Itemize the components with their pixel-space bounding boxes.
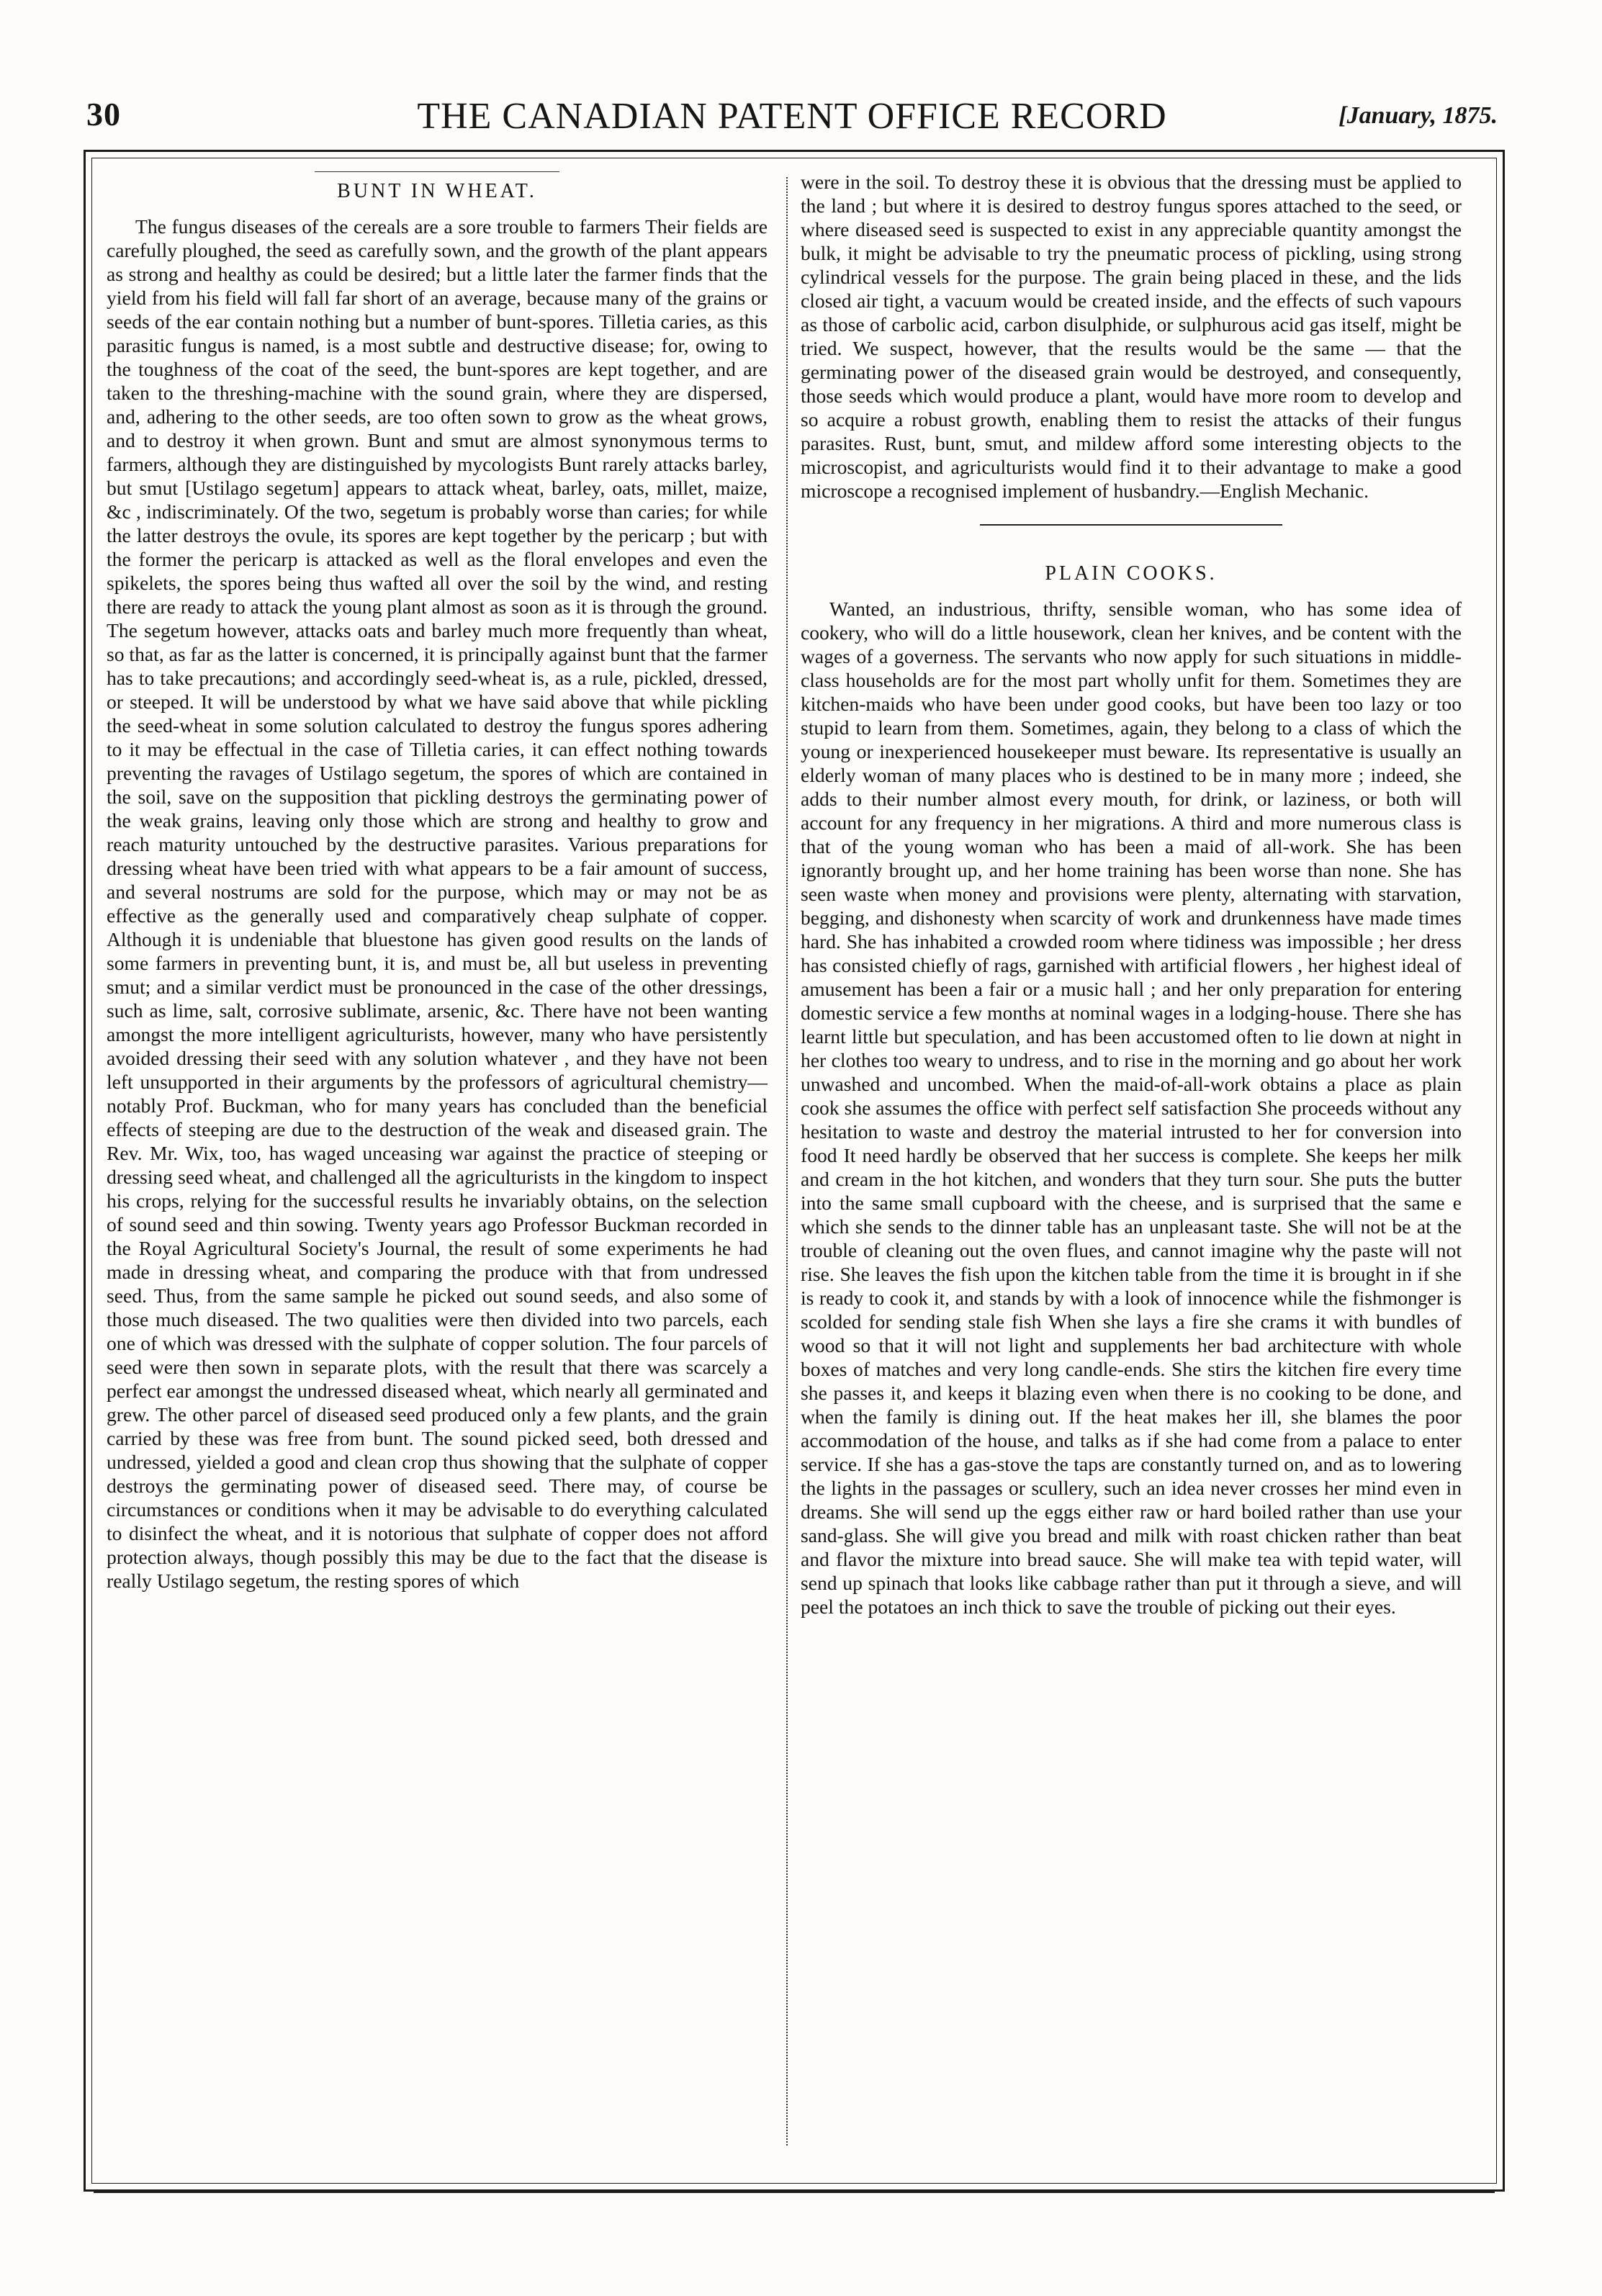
top-rule xyxy=(315,171,559,172)
left-column xyxy=(107,170,768,1593)
bottom-rule xyxy=(94,2192,1495,2193)
article-paragraph: The fungus diseases of the cereals are a sore trouble to farmers Their fields are carefully ploughed, the seed as carefully sown, and the growth of the plant appears as strong and healthy as could be desired; but a little later the farmer finds that the yield from his field will fall far short of an average, because many of the grains or seeds of the ear contain nothing but a number of bunt-spores. Tilletia caries, as this parasitic fungus is named, is a most subtle and destructive disease; for, owing to the toughness of the coat of the seed, the bunt-spores are kept together, and are taken to the threshing-machine with the sound grain, where they are dispersed, and, adhering to the other seeds, are too often sown to grow as the wheat grows, and to destroy it when grown. Bunt and smut are almost synonymous terms to farmers, although they are distinguished by mycologists Bunt rarely attacks barley, but smut [Ustilago segetum] appears to attack wheat, barley, oats, millet, maize, &c , indiscriminately. Of the two, segetum is probably worse than caries; for while the latter destroys the ovule, its spores are kept together by the pericarp ; but with the former the pericarp is attacked as well as the floral envelopes and even the spikelets, the spores being thus wafted all over the soil by the wind, and resting there are ready to attack the young plant almost as soon as it is through the ground. The segetum however, attacks oats and barley much more frequently than wheat, so that, as far as the latter is concerned, it is principally against bunt that the farmer has to take precautions; and accordingly seed-wheat is, as a rule, pickled, dressed, or steeped. It will be understood by what we have said above that while pickling the seed-wheat in some solution calculated to destroy the fungus spores adhering to it may be effectual in the case of Tilletia caries, it can effect nothing towards preventing the ravages of Ustilago segetum, the spores of which are contained in the soil, save on the supposition that pickling destroys the germinating power of the weak grains, leaving only those which are strong and healthy to grow and reach maturity untouched by the destructive parasites. Various preparations for dressing wheat have been tried with what appears to be a fair amount of success, and several nostrums are sold for the purpose, which may or may not be as effective as the generally used and comparatively cheap sulphate of copper. Although it is undeniable that bluestone has given good results on the lands of some farmers in preventing bunt, it is, and must be, all but useless in preventing smut; and a similar verdict must be pronounced in the case of the other dressings, such as lime, salt, corrosive sublimate, arsenic, &c. There have not been wanting amongst the more intelligent agriculturists, however, many who have persistently avoided dressing their seed with any solution whatever , and they have not been left unsupported in their arguments by the professors of agricultural chemistry—notably Prof. Buckman, who for many years has concluded than the beneficial effects of steeping are due to the destruction of the weak and diseased grain. The Rev. Mr. Wix, too, has waged unceasing war against the practice of steeping or dressing seed wheat, and challenged all the agriculturists in the kingdom to inspect his crops, relying for the successful results he invariably obtains, on the selection of sound seed and thin sowing. Twenty years ago Professor Buckman recorded in the Royal Agricultural Society's Journal, the result of some experiments he had made in dressing wheat, and comparing the produce with that from undressed seed. Thus, from the same sample he picked out sound seeds, and also some of those much diseased. The two qualities were then divided into two parcels, each one of which was dressed with the sulphate of copper solution. The four parcels of seed were then sown in separate plots, with the result that there was scarcely a perfect ear amongst the undressed diseased wheat, which nearly all germinated and grew. The other parcel of diseased seed produced only a few plants, and the grain carried by these was free from bunt. The sound picked seed, both dressed and undressed, yielded a good and clean crop thus showing that the sulphate of copper destroys the germinating power of diseased seed. There may, of course be circumstances or conditions when it may be advisable to do everything calculated to disinfect the wheat, and it is notorious that sulphate of copper does not afford protection always, though possibly this may be due to the fact that the disease is really Ustilago segetum, the resting spores of which xyxy=(107,215,768,1592)
page-header xyxy=(86,95,1498,138)
page-number: 30 xyxy=(86,96,121,132)
section-divider xyxy=(980,524,1282,526)
article-continuation: were in the soil. To destroy these it is obvious that the dressing must be applied to the land ; but where it is desired to destroy fungus spores attached to the seed, or where diseased seed is suspected to exist in any appreciable quantity amongst the bulk, it might be advisable to try the pneumatic process of pickling, using strong cylindrical vessels for the purpose. The grain being placed in these, and the lids closed air tight, a vacuum would be created inside, and the effects of such vapours as those of carbolic acid, carbon disulphide, or sulphurous acid gas itself, might be tried. We suspect, however, that the results would be the same — that the germinating power of the diseased grain would be destroyed, and consequently, those seeds which would produce a plant, would have more room to develop and so acquire a robust growth, enabling them to resist the attacks of their fungus parasites. Rust, bunt, smut, and mildew afford some interesting objects to the microscopist, and agriculturists would find it to their advantage to make a good microscope a recognised implement of husbandry.—English Mechanic. xyxy=(801,171,1462,502)
column-divider xyxy=(786,177,788,2146)
article-title-plain-cooks: PLAIN COOKS. xyxy=(1045,562,1218,585)
running-title: THE CANADIAN PATENT OFFICE RECORD xyxy=(417,96,1167,137)
right-column xyxy=(801,170,1462,1619)
article-paragraph: Wanted, an industrious, thrifty, sensible woman, who has some idea of cookery, who will do a little housework, clean her knives, and be content with the wages of a governess. The servants who now apply for such situations in middle-class households are for the most part wholly unfit for them. Sometimes they are kitchen-maids who have been under good cooks, but have been too lazy or too stupid to learn from them. Sometimes, again, they belong to a class of which the young or inexperienced housekeeper must beware. Its representative is usually an elderly woman of many places who is destined to be in many more ; indeed, she adds to their number almost every mouth, for drink, or laziness, or both will account for any frequency in her migrations. A third and more numerous class is that of the young woman who has been a maid of all-work. She has been ignorantly brought up, and her home training has been worse than none. She has seen waste when money and provisions were plenty, alternating with starvation, begging, and dishonesty when scarcity of work and drunkenness have made times hard. She has inhabited a crowded room where tidiness was impossible ; her dress has consisted chiefly of rags, garnished with artificial flowers , her highest ideal of amusement has been a fair or a music hall ; and her only preparation for entering domestic service a few months at nominal wages in a lodging-house. There she has learnt little but speculation, and has been accustomed often to lie down at night in her clothes too weary to undress, and to rise in the morning and go about her work unwashed and uncombed. When the maid-of-all-work obtains a place as plain cook she assumes the office with perfect self satisfaction She proceeds without any hesitation to waste and destroy the material intrusted to her for conversion into food It need hardly be observed that her success is complete. She keeps her milk and cream in the hot kitchen, and wonders that they turn sour. She puts the butter into the same small cupboard with the cheese, and is surprised that the same e which she sends to the dinner table has an unpleasant taste. She will not be at the trouble of cleaning out the oven flues, and cannot imagine why the paste will not rise. She leaves the fish upon the kitchen table from the time it is brought in if she is ready to cook it, and stands by with a look of innocence while the fishmonger is scolded for sending stale fish When she lays a fire she crams it with bundles of wood so that it will not light and supplements her bad architecture with whole boxes of matches and very long candle-ends. She stirs the kitchen fire every time she passes it, and keeps it blazing even when there is no cooking to be done, and when the family is dining out. If the heat makes her ill, she blames the poor accommodation of the house, and talks as if she had come from a palace to enter service. If she has a gas-stove the taps are constantly turned on, and as to lowering the lights in the passages or scullery, such an idea never crosses her mind even in dreams. She will send up the eggs either raw or hard boiled rather than use your sand-glass. She will give you bread and milk with roast chicken rather than beat and flavor the mixture into bread sauce. She will make tea with tepid water, will send up spinach that looks like cabbage rather than put it through a sieve, and will peel the potatoes an inch thick to save the trouble of picking out their eyes. xyxy=(801,598,1462,1618)
article-title-bunt-in-wheat: BUNT IN WHEAT. xyxy=(337,180,537,202)
issue-date: [January, 1875. xyxy=(1338,102,1498,129)
